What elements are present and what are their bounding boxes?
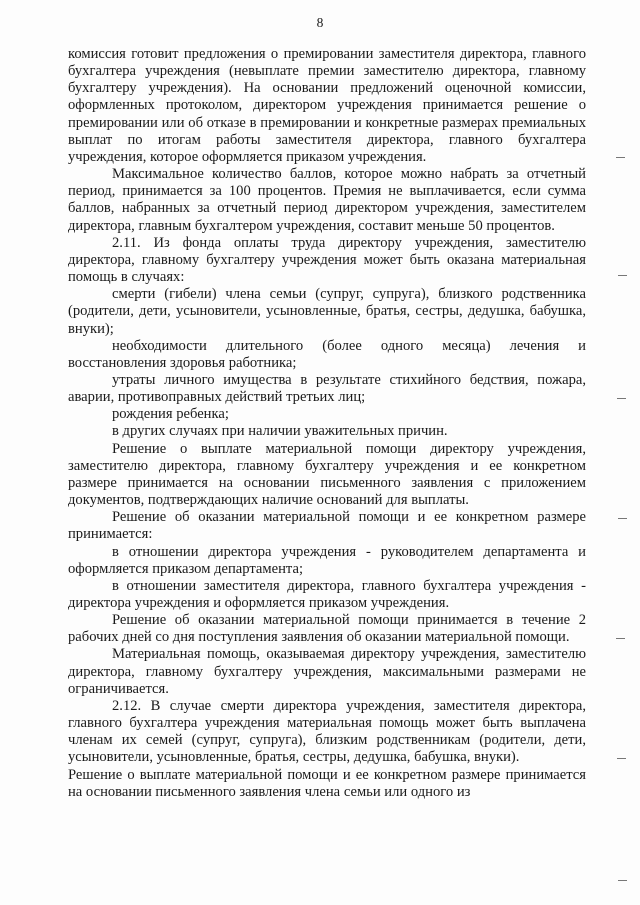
paragraph: Решение о выплате материальной помощи директору учреждения, заместителю директора, главному бухгалтеру учреждения и ее конкретном размере принимается на основании письменного заявления с приложением документов, подтверждающих наличие оснований для выплаты. — [68, 440, 586, 509]
paragraph: 2.12. В случае смерти директора учреждения, заместителя директора, главного бухгалтера учреждения материальная помощь может быть выплачена членам их семей (супруг, супруга), близким родственникам (родители, дети, усыновители, усыновленные, братья, сестры, дедушка, бабушка, внуки). — [68, 697, 586, 766]
scan-margin-mark — [617, 398, 626, 399]
paragraph: Максимальное количество баллов, которое можно набрать за отчетный период, принимается за 100 процентов. Премия не выплачивается, если сумма баллов, набранных за отчетный период директором учреждения, заместителем директора, главным бухгалтером учреждения, составит меньше 50 процентов. — [68, 166, 586, 234]
page-number: 8 — [316, 15, 324, 30]
paragraph: в отношении директора учреждения - руководителем департамента и оформляется приказом департамента; — [68, 543, 586, 577]
paragraph: в других случаях при наличии уважительных причин. — [112, 423, 448, 440]
paragraph: утраты личного имущества в результате стихийного бедствия, пожара, аварии, противоправных действий третьих лиц; — [68, 371, 586, 406]
paragraph: комиссия готовит предложения о премировании заместителя директора, главного бухгалтера учреждения (невыплате премии заместителю директора, главному бухгалтеру учреждения). На основании предложений оценочной комиссии, оформленных протоколом, директором учреждения принимается решение о премировании или об отказе в премировании и конкретные размерах премиальных выплат по итогам работы заместителя директора, главного бухгалтера учреждения, которое оформляется приказом учреждения. — [68, 46, 586, 165]
scan-margin-mark — [616, 157, 625, 158]
paragraph: 2.11. Из фонда оплаты труда директору учреждения, заместителю директора, главному бухгалтеру учреждения может быть оказана материальная помощь в случаях: — [68, 234, 586, 286]
paragraph: Материальная помощь, оказываемая директору учреждения, заместителю директора, главному бухгалтеру учреждения, максимальными размерами не ограничивается. — [68, 646, 586, 697]
scan-margin-mark — [618, 880, 627, 881]
document-body — [68, 46, 586, 801]
paragraph: смерти (гибели) члена семьи (супруг, супруга), близкого родственника (родители, дети, усыновители, усыновленные, братья, сестры, дедушка, бабушка, внуки); — [68, 286, 586, 337]
paragraph: Решение о выплате материальной помощи и ее конкретном размере принимается на основании письменного заявления члена семьи или одного из — [68, 766, 586, 800]
paragraph: в отношении заместителя директора, главного бухгалтера учреждения - директора учреждения и оформляется приказом учреждения. — [68, 577, 586, 611]
paragraph: Решение об оказании материальной помощи и ее конкретном размере принимается: — [68, 509, 586, 543]
scan-margin-mark — [618, 518, 627, 519]
paragraph: Решение об оказании материальной помощи принимается в течение 2 рабочих дней со дня поступления заявления об оказании материальной помощи. — [68, 612, 586, 646]
scan-margin-mark — [616, 638, 625, 639]
paragraph: необходимости длительного (более одного месяца) лечения и восстановления здоровья работника; — [68, 337, 586, 371]
scan-margin-mark — [617, 758, 626, 759]
scan-margin-mark — [618, 275, 627, 276]
paragraph: рождения ребенка; — [112, 406, 229, 423]
